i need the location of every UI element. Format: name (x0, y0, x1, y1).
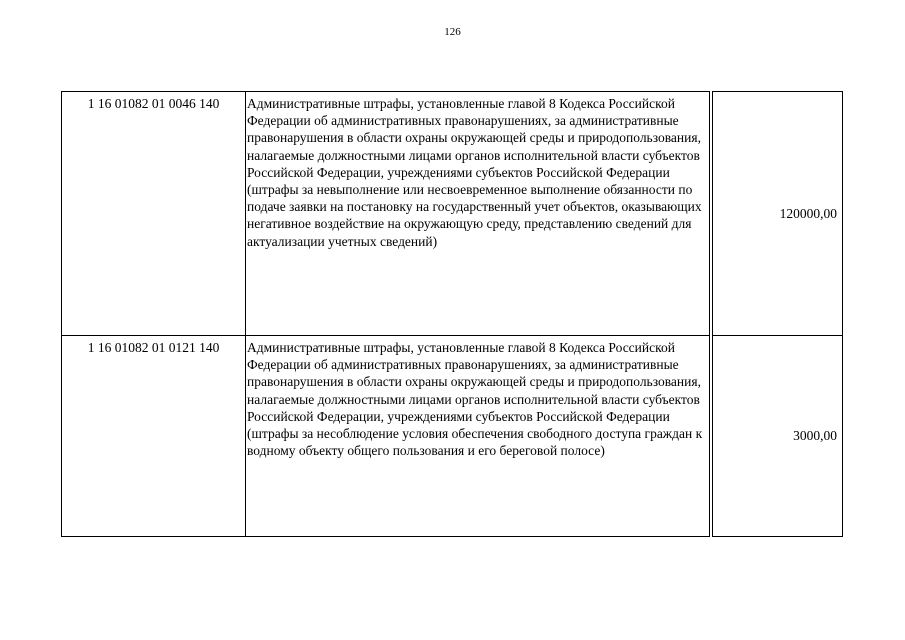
table-row (62, 336, 843, 537)
revenue-amount: 120000,00 (711, 92, 843, 336)
revenue-description: Административные штрафы, установленные главой 8 Кодекса Российской Федерации об административных правонарушениях, за административные правонарушения в области охраны окружающей среды и природопользования, налагаемые должностными лицами органов исполнительной власти субъектов Российской Федерации, учреждениями субъектов Российской Федерации (штрафы за несоблюдение условия обеспечения свободного доступа граждан к водному объекту общего пользования и его береговой полосе) (246, 336, 712, 537)
budget-revenue-table (61, 91, 843, 537)
table-row (62, 92, 843, 336)
revenue-amount: 3000,00 (711, 336, 843, 537)
budget-classification-code: 1 16 01082 01 0046 140 (62, 92, 246, 336)
revenue-description: Административные штрафы, установленные главой 8 Кодекса Российской Федерации об административных правонарушениях, за административные правонарушения в области охраны окружающей среды и природопользования, налагаемые должностными лицами органов исполнительной власти субъектов Российской Федерации, учреждениями субъектов Российской Федерации (штрафы за невыполнение или несвоевременное выполнение обязанности по подаче заявки на постановку на государственный учет объектов, оказывающих негативное воздействие на окружающую среду, представлению сведений для актуализации учетных сведений) (246, 92, 712, 336)
budget-classification-code: 1 16 01082 01 0121 140 (62, 336, 246, 537)
page-number: 126 (444, 26, 461, 38)
